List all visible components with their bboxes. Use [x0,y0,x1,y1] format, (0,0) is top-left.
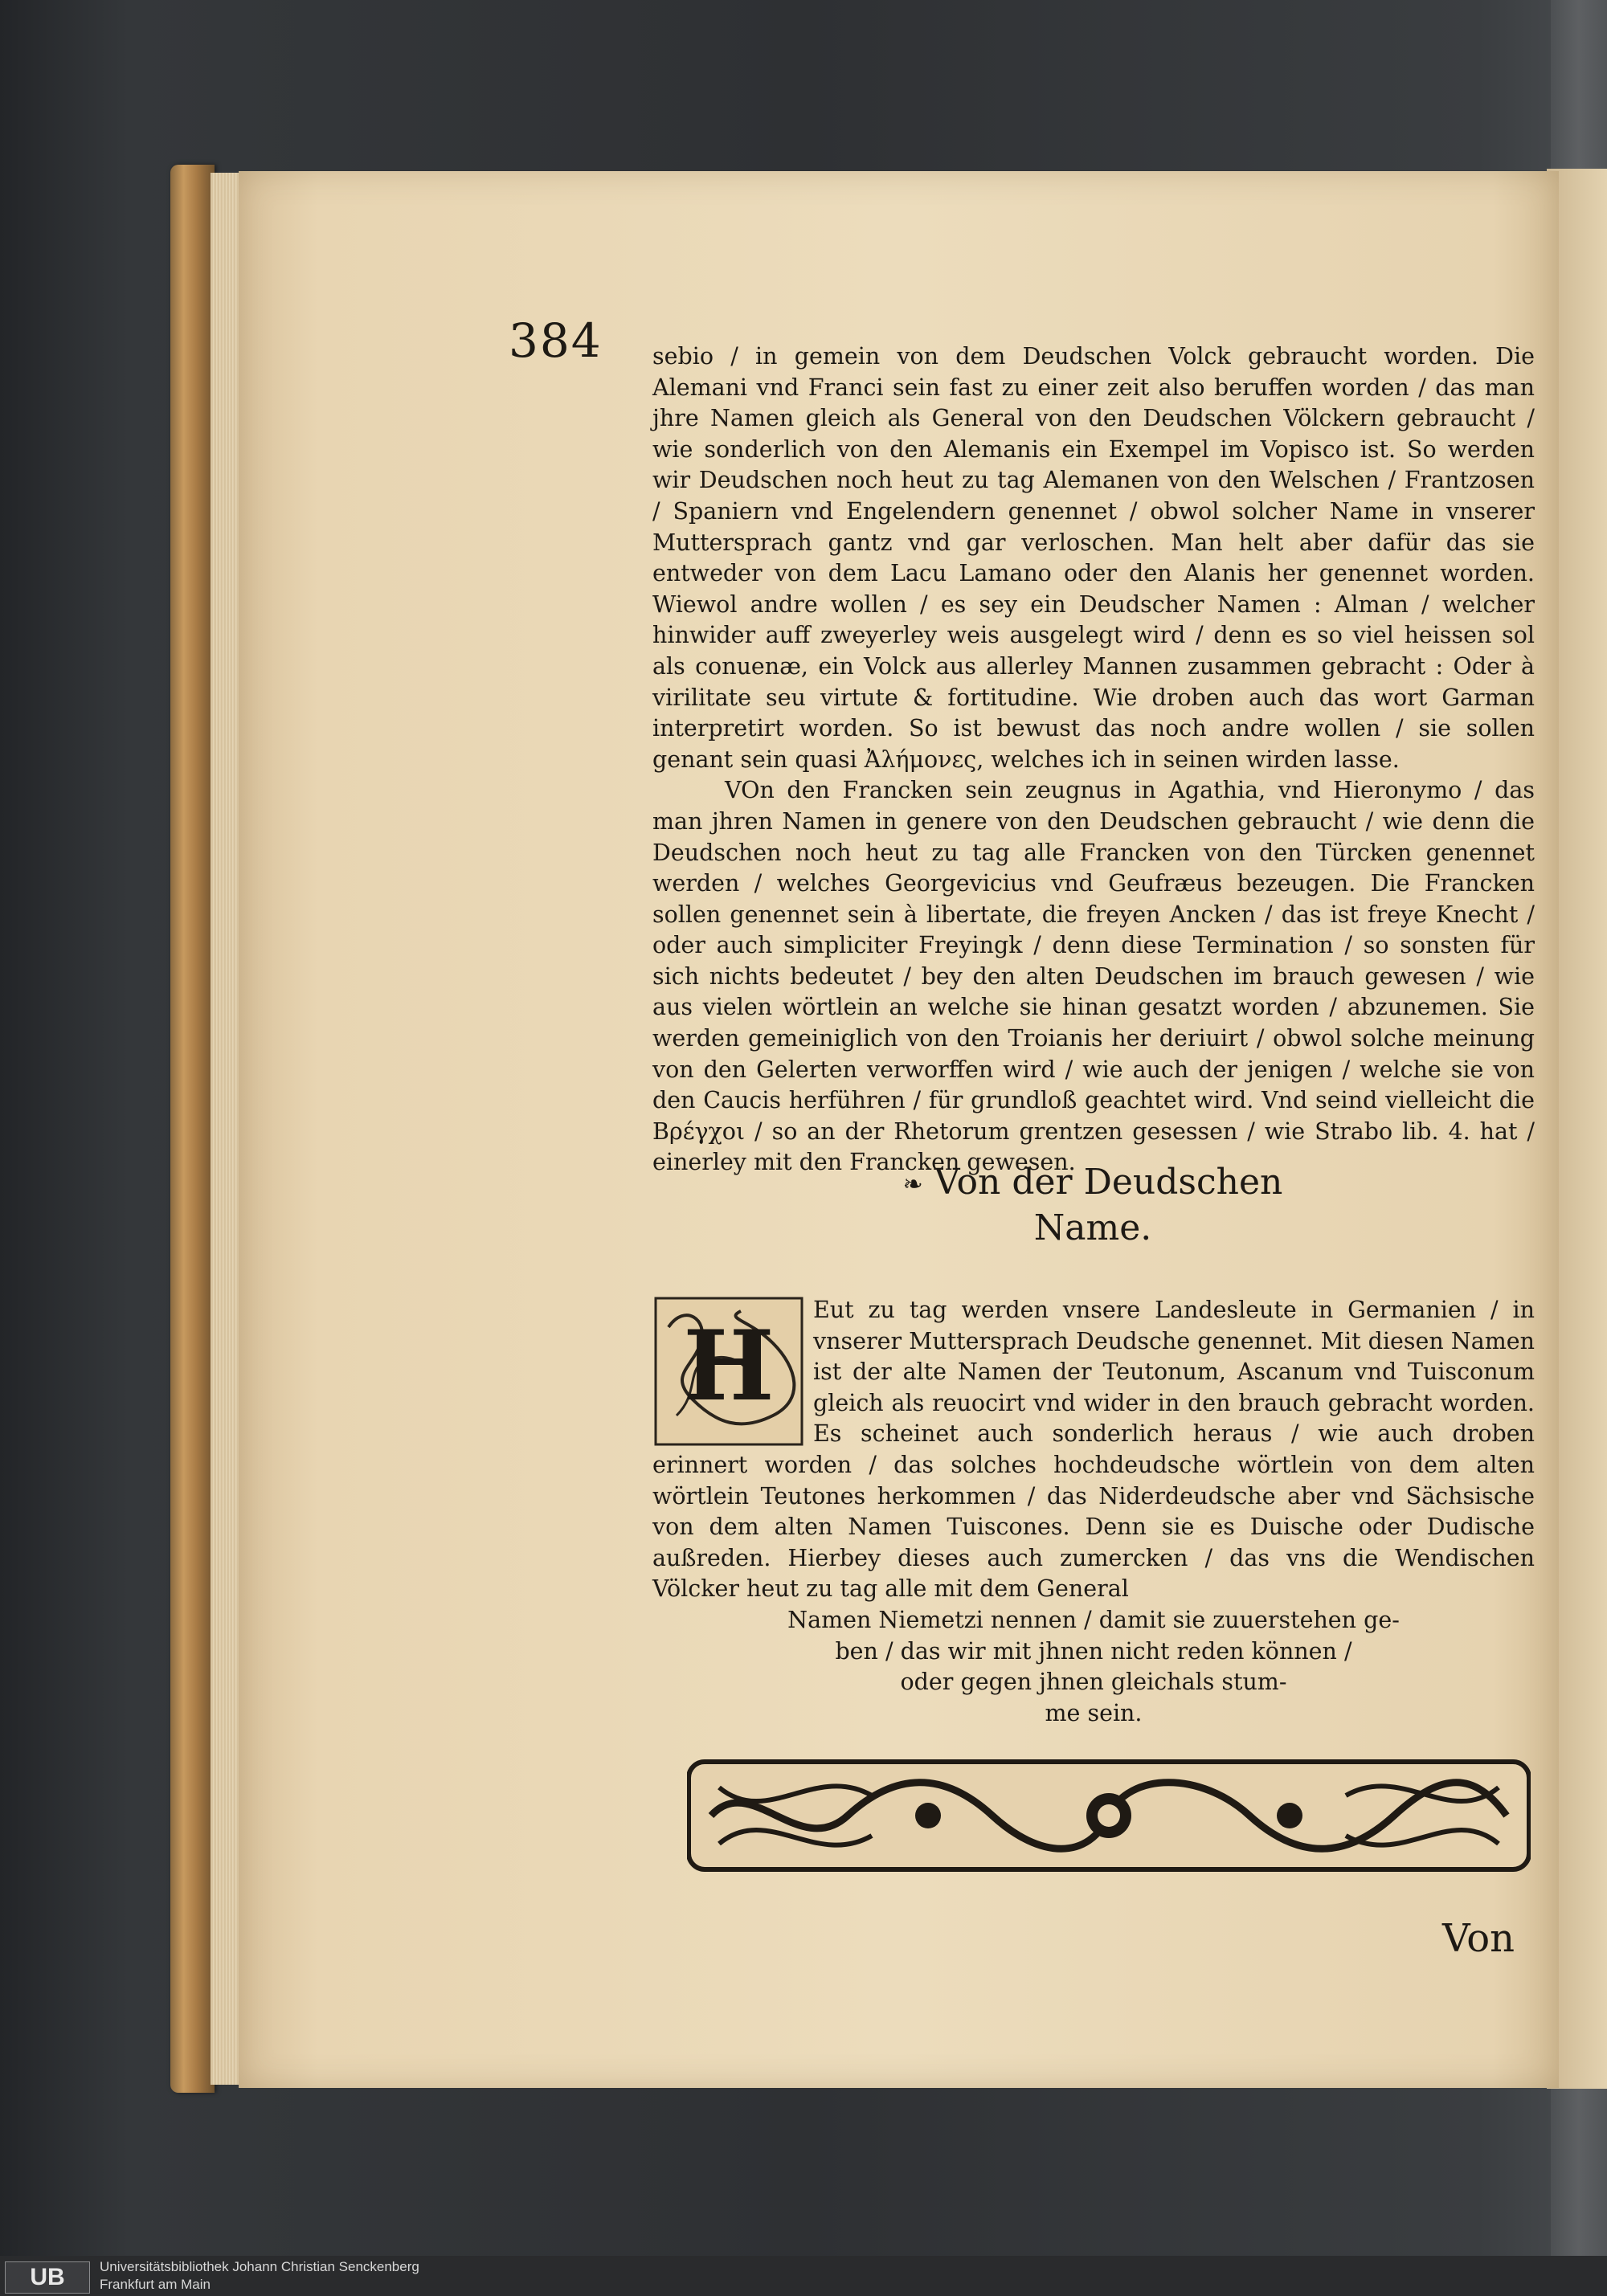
body-text [652,341,1535,1179]
page-stack-edge [211,173,243,2085]
book-spine [170,165,215,2093]
page-number: 384 [509,313,603,368]
heading-line-1: Von der Deudschen [934,1162,1283,1203]
decorated-initial-h-icon [652,1295,805,1448]
taper-line-2: ben / das wir mit jhnen nicht reden können / [835,1637,1352,1665]
section-body [652,1295,1535,1729]
heading-line-2: Name. [1033,1207,1152,1248]
paragraph-alemani: sebio / in gemein von dem Deudschen Volck gebraucht worden. Die Alemani vnd Franci sein fast zu einer zeit also beruffen worden / das man jhre Namen gleich als General von den Deudschen Völckern gebraucht / wie sonderlich von den Alemanis ein Exempel im Vopisco ist. So werden wir Deudschen noch heut zu tag Alemanen von den Welschen / Frantzosen / Spaniern vnd Engelendern genennet / obwol solcher Name in vnserer Muttersprach gantz vnd gar verloschen. Man helt aber dafür das sie entweder von dem Lacu Lamano oder den Alanis her genennet worden. Wiewol andre wollen / es sey ein Deudscher Namen : Alman / welcher hinwider auff zweyerley weis ausgelegt wird / denn es so viel heissen sol als conuenæ, ein Volck aus allerley Mannen zusammen gebracht : Oder à virilitate seu virtute & fortitudine. Wie droben auch das wort Garman interpretirt worden. So ist bewust das noch andre wollen / sie sollen genant sein quasi Ἀλήμονες, welches ich in seinen wirden lasse. [652,343,1535,773]
section-heading [884,1161,1302,1250]
catchword: Von [1442,1916,1515,1961]
taper-line-1: Namen Niemetzi nennen / damit sie zuuerstehen ge- [787,1606,1400,1633]
taper-line-4: me sein. [1045,1699,1143,1726]
svg-text:H: H [683,1309,775,1423]
footer-institution: Universitätsbibliothek Johann Christian Senckenberg [100,2259,419,2274]
footer-city: Frankfurt am Main [100,2277,211,2292]
library-logo: UB [5,2261,90,2294]
tailpiece-ornament-icon [687,1755,1531,1876]
heading-fleuron-icon: ❧ [902,1170,923,1199]
paragraph-francken: VOn den Francken sein zeugnus in Agathia, vnd Hieronymo / das man jhren Namen in genere von den Deudschen gebraucht / wie denn die Deudschen noch heut zu tag alle Francken von den Türcken genennet werden / welches Georgevicius vnd Geufræus bezeugen. Die Francken sollen genennet sein à libertate, die freyen Ancken / das ist freye Knecht / oder auch simpliciter Freyingk / denn diese Termination / so sonsten für sich nichts bedeutet / bey den alten Deudschen im brauch gewesen / wie aus vielen wörtlein an welche sie hinan gesatzt worden / abzunemen. Sie werden gemeiniglich von den Troianis her deriuirt / obwol solche meinung von den Gelerten verworffen wird / wie auch der jenigen / welche sie von den Caucis herführen / für grundloß geachtet wird. Vnd seind vielleicht die Βρέγχοι / so an der Rhetorum grentzen gesessen / wie Strabo lib. 4. hat / einerley mit den Francken gewesen. [652,777,1535,1176]
taper-line-3: oder gegen jhnen gleichals stum- [900,1669,1287,1696]
section-paragraph: Eut zu tag werden vnsere Landesleute in Germanien / in vnserer Muttersprach Deudsche genennet. Mit diesen Namen ist der alte Namen der Teutonum, Ascanum vnd Tuisconum gleich als reuocirt vnd wider in den brauch gebracht worden. Es scheinet auch sonderlich heraus / wie auch droben erinnert worden / das solches hochdeudsche wörtlein von dem alten wörtlein Teutones herkommen / das Niderdeudsche aber vnd Sächsische von dem alten Namen Tuiscones. Denn sie es Duische oder Dudische außreden. Hierbey dieses auch zumercken / das vns die Wendischen Völcker heut zu tag alle mit dem General [652,1297,1535,1603]
